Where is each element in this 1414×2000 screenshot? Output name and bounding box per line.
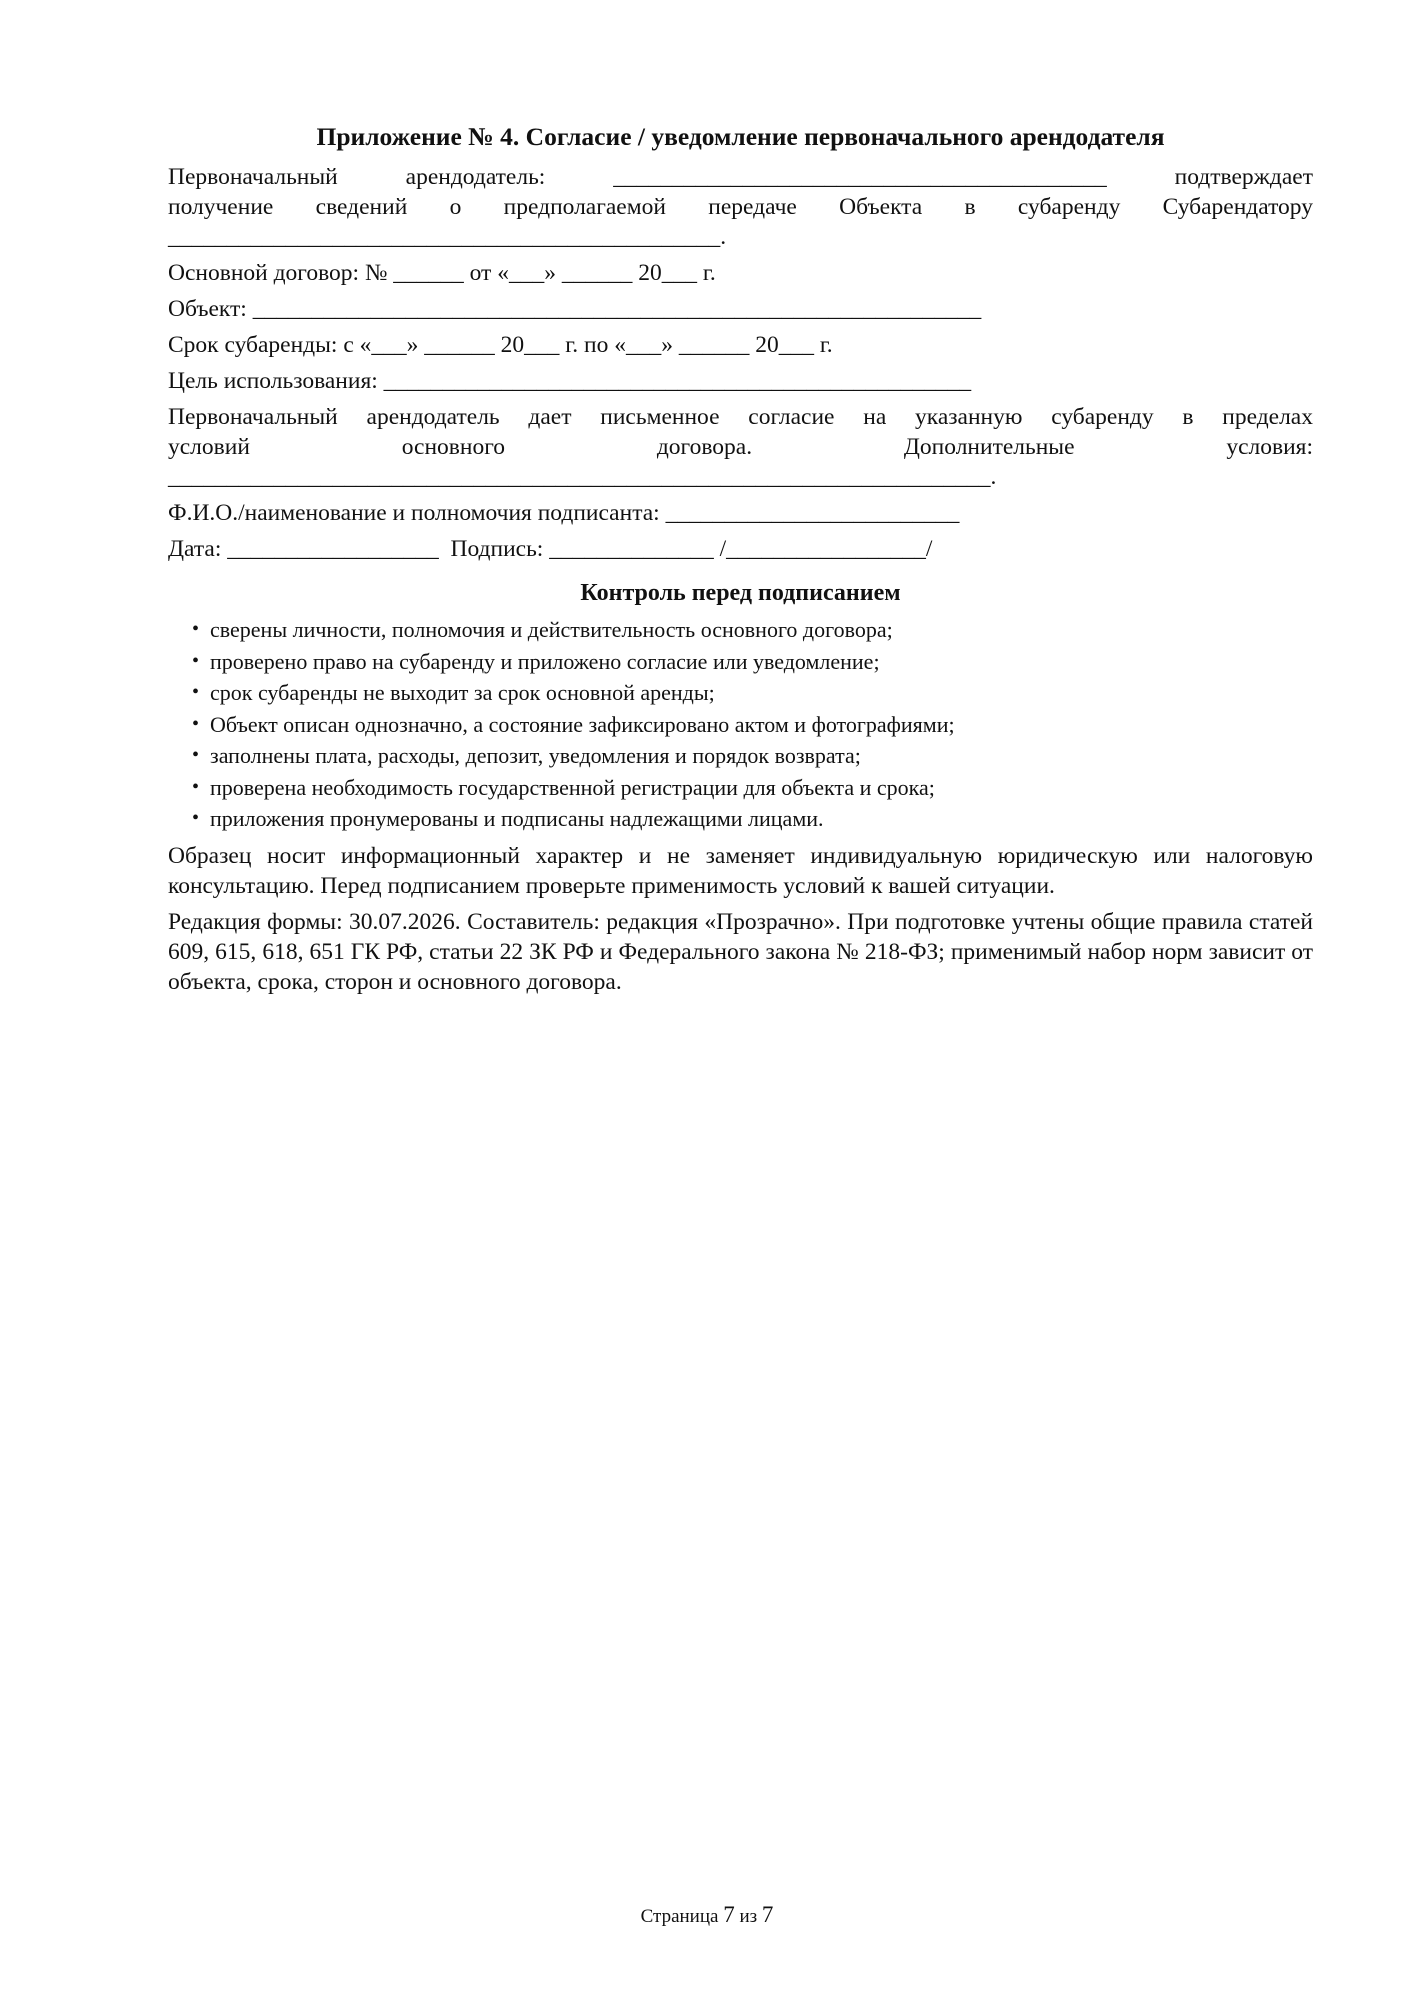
- sublease-term-field: Срок субаренды: с «___» ______ 20___ г. по «___» ______ 20___ г.: [168, 332, 833, 358]
- consent-paragraph-line2: получение сведений о предполагаемой передаче Объекта в субаренду Субарендатору: [168, 194, 1313, 220]
- list-item-text: проверено право на субаренду и приложено согласие или уведомление;: [210, 648, 880, 674]
- date-signature-field: Дата: __________________ Подпись: ______________ /_________________/: [168, 536, 933, 562]
- bullet-icon: •: [192, 744, 200, 766]
- main-contract-field: Основной договор: № ______ от «___» ______ 20___ г.: [168, 260, 716, 286]
- list-item: [192, 677, 1313, 709]
- current-page-number: 7: [723, 1902, 735, 1927]
- list-item-text: сверены личности, полномочия и действительность основного договора;: [210, 617, 893, 642]
- document-page: [168, 118, 1313, 1003]
- object-field: Объект: ______________________________________________________________: [168, 296, 982, 322]
- signatory-field: Ф.И.О./наименование и полномочия подписанта: _________________________: [168, 500, 960, 526]
- bullet-icon: •: [192, 712, 200, 735]
- bullet-icon: •: [192, 618, 200, 640]
- consent-paragraph-line1: Первоначальный арендодатель: __________________________________________ подтверждает: [168, 164, 1313, 190]
- checklist: [168, 614, 1313, 835]
- appendix-title: Приложение № 4. Согласие / уведомление первоначального арендодателя: [316, 122, 1165, 151]
- list-item: [192, 740, 1313, 772]
- bullet-icon: •: [192, 775, 200, 798]
- checklist-title: Контроль перед подписанием: [580, 580, 901, 606]
- written-consent-line3: ______________________________________________________________________.: [168, 464, 997, 490]
- bullet-icon: •: [192, 649, 200, 672]
- list-item-text: приложения пронумерованы и подписаны надлежащими лицами.: [210, 806, 824, 831]
- list-item: [192, 709, 1313, 741]
- written-consent-line2: условий основного договора. Дополнительные условия:: [168, 434, 1313, 460]
- consent-paragraph-line3: _______________________________________________.: [168, 224, 727, 250]
- list-item-text: проверена необходимость государственной регистрации для объекта и срока;: [210, 774, 935, 800]
- of-label: из: [739, 1906, 758, 1927]
- list-item-text: срок субаренды не выходит за срок основной аренды;: [210, 680, 715, 705]
- list-item: [192, 772, 1313, 804]
- disclaimer-paragraph: Образец носит информационный характер и не заменяет индивидуальную юридическую или налоговую консультацию. Перед подписанием проверьте применимость условий к вашей ситуации.: [168, 842, 1313, 899]
- list-item: [192, 803, 1313, 835]
- list-item: [192, 646, 1313, 678]
- purpose-field: Цель использования: __________________________________________________: [168, 368, 972, 394]
- total-pages-number: 7: [761, 1902, 774, 1927]
- list-item-text: Объект описан однозначно, а состояние зафиксировано актом и фотографиями;: [210, 711, 955, 737]
- page-label: Страница: [640, 1906, 719, 1927]
- page-footer: [0, 1902, 1414, 1930]
- bullet-icon: •: [192, 681, 200, 703]
- written-consent-line1: Первоначальный арендодатель дает письменное согласие на указанную субаренду в пределах: [168, 404, 1313, 430]
- list-item-text: заполнены плата, расходы, депозит, уведомления и порядок возврата;: [210, 743, 861, 768]
- bullet-icon: •: [192, 807, 200, 829]
- list-item: [192, 614, 1313, 646]
- edition-note-paragraph: Редакция формы: 30.07.2026. Составитель: редакция «Прозрачно». При подготовке учтены общие правила статей 609, 615, 618, 651 ГК РФ, статьи 22 ЗК РФ и Федерального закона № 218-ФЗ; применимый набор норм зависит от объекта, срока, сторон и основного договора.: [168, 908, 1313, 995]
